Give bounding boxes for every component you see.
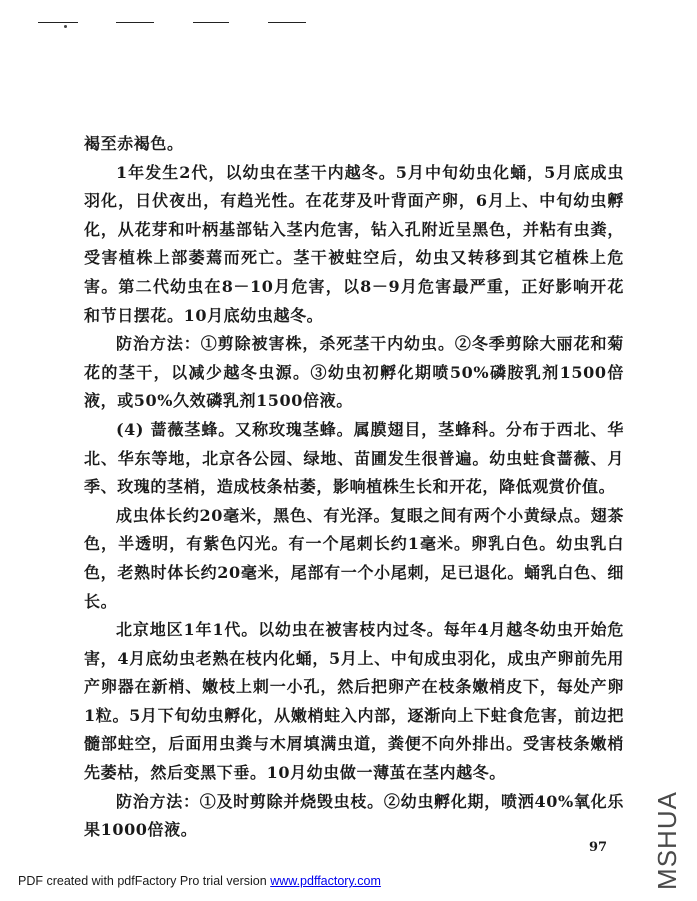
paragraph-control-methods-2: 防治方法：①及时剪除并烧毁虫枝。②幼虫孵化期，喷洒40%氧化乐果1000倍液。: [84, 791, 624, 840]
header-mark: [64, 25, 67, 28]
paragraph-adult-description: 成虫体长约20毫米，黑色、有光泽。复眼之间有两个小黄绿点。翅茶色，半透明，有紫色闪光。有一个尾刺长约1毫米。卵乳白色。幼虫乳白色，老熟时体长约20毫米，尾部有一个小尾刺，足已退化。蛹乳白色、细长。: [84, 505, 624, 611]
watermark-text: MSHUA: [651, 790, 682, 890]
paragraph-rose-stem-sawfly: (4) 蔷薇茎蜂。又称玫瑰茎蜂。属膜翅目，茎蜂科。分布于西北、华北、华东等地，北京各公园、绿地、苗圃发生很普遍。幼虫蛀食蔷薇、月季、玫瑰的茎梢，造成枝条枯萎，影响植株生长和开花，降低观赏价值。: [84, 419, 624, 497]
footer-text: PDF created with pdfFactory Pro trial version: [18, 874, 271, 888]
paragraph-beijing-life-cycle: 北京地区1年1代。以幼虫在被害枝内过冬。每年4月越冬幼虫开始危害，4月底幼虫老熟在枝内化蛹，5月上、中旬成虫羽化，成虫产卵前先用产卵器在新梢、嫩枝上刺一小孔，然后把卵产在枝条嫩梢皮下，每处产卵1粒。5月下旬幼虫孵化，从嫩梢蛀入内部，逐渐向上下蛀食危害，前边把髓部蛀空，后面用虫粪与木屑填满虫道，粪便不向外排出。受害枝条嫩梢先萎枯，然后变黑下垂。10月幼虫做一薄茧在茎内越冬。: [84, 620, 624, 783]
header-rule-3: [193, 22, 229, 23]
header-rule-4: [268, 22, 306, 23]
paragraph-continuation: 褐至赤褐色。: [84, 134, 184, 153]
paragraph-life-cycle: 1年发生2代，以幼虫在茎干内越冬。5月中旬幼虫化蛹，5月底成虫羽化，日伏夜出，有趋光性。在花芽及叶背面产卵，6月上、中旬幼虫孵化，从花芽和叶柄基部钻入茎内危害，钻入孔附近呈黑色，并粘有虫粪，受害植株上部萎蔫而死亡。茎干被蛀空后，幼虫又转移到其它植株上危害。第二代幼虫在8－10月危害，以8－9月危害最严重，正好影响开花和节日摆花。10月底幼虫越冬。: [84, 162, 624, 325]
header-rule-2: [116, 22, 154, 23]
footer-link[interactable]: www.pdffactory.com: [270, 874, 381, 888]
page-number: 97: [589, 840, 608, 855]
paragraph-control-methods-1: 防治方法：①剪除被害株，杀死茎干内幼虫。②冬季剪除大丽花和菊花的茎干，以减少越冬虫源。③幼虫初孵化期喷50%磷胺乳剂1500倍液，或50%久效磷乳剂1500倍液。: [84, 334, 624, 411]
page-body: [84, 130, 624, 845]
watermark: [650, 790, 684, 890]
pdf-footer: [18, 874, 381, 888]
header-rule-1: [38, 22, 78, 23]
